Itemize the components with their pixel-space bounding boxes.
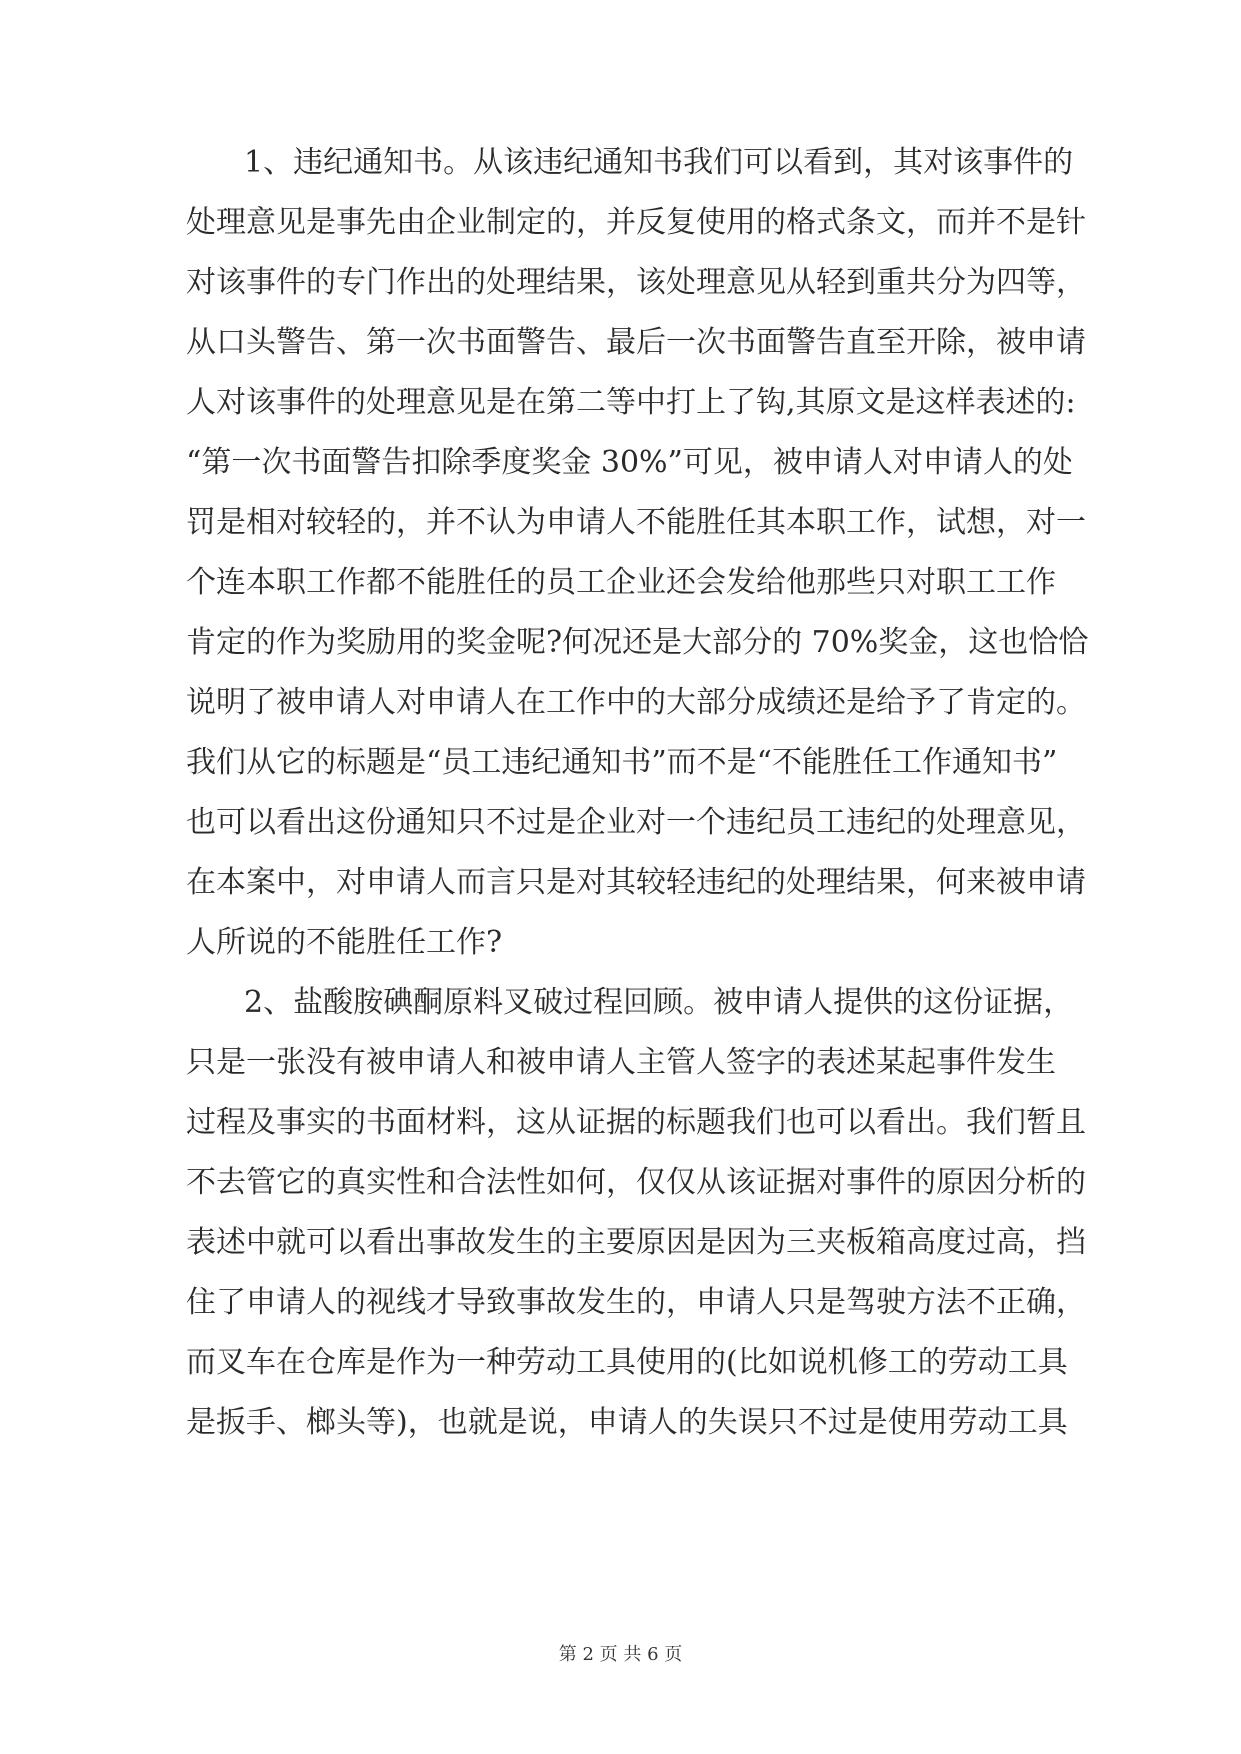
page-number-footer: 第 2 页 共 6 页 — [558, 1644, 683, 1665]
paragraph-1-line-1: 1、违纪通知书。从该违纪通知书我们可以看到，其对该事件的 — [244, 145, 1074, 180]
paragraph-1-line-6: “第一次书面警告扣除季度奖金 30%”可见，被申请人对申请人的处 — [186, 445, 1073, 480]
paragraph-1-line-8: 个连本职工作都不能胜任的员工企业还会发给他那些只对职工工作 — [186, 565, 1056, 600]
paragraph-1-line-7: 罚是相对较轻的，并不认为申请人不能胜任其本职工作，试想，对一 — [186, 505, 1086, 540]
paragraph-1-line-10: 说明了被申请人对申请人在工作中的大部分成绩还是给予了肯定的。 — [186, 685, 1086, 720]
paragraph-1-line-2: 处理意见是事先由企业制定的，并反复使用的格式条文，而并不是针 — [186, 205, 1086, 240]
paragraph-1-line-5: 人对该事件的处理意见是在第二等中打上了钩,其原文是这样表述的: — [186, 385, 1076, 420]
paragraph-1-line-3: 对该事件的专门作出的处理结果，该处理意见从轻到重共分为四等， — [186, 265, 1086, 300]
paragraph-1-line-12: 也可以看出这份通知只不过是企业对一个违纪员工违纪的处理意见， — [186, 805, 1086, 840]
paragraph-2-line-1: 2、盐酸胺碘酮原料叉破过程回顾。被申请人提供的这份证据， — [244, 985, 1074, 1020]
paragraph-2-line-6: 住了申请人的视线才导致事故发生的，申请人只是驾驶方法不正确， — [186, 1285, 1086, 1320]
paragraph-1-line-14: 人所说的不能胜任工作? — [186, 925, 503, 960]
paragraph-2-line-2: 只是一张没有被申请人和被申请人主管人签字的表述某起事件发生 — [186, 1045, 1056, 1080]
paragraph-1-line-13: 在本案中，对申请人而言只是对其较轻违纪的处理结果，何来被申请 — [186, 865, 1086, 900]
paragraph-2-line-4: 不去管它的真实性和合法性如何，仅仅从该证据对事件的原因分析的 — [186, 1165, 1086, 1200]
paragraph-2-line-3: 过程及事实的书面材料，这从证据的标题我们也可以看出。我们暂且 — [186, 1105, 1086, 1140]
paragraph-2-line-7: 而叉车在仓库是作为一种劳动工具使用的(比如说机修工的劳动工具 — [186, 1345, 1068, 1380]
paragraph-1-line-11: 我们从它的标题是“员工违纪通知书”而不是“不能胜任工作通知书” — [186, 745, 1058, 780]
paragraph-2-line-8: 是扳手、榔头等)，也就是说，申请人的失误只不过是使用劳动工具 — [186, 1405, 1068, 1440]
paragraph-1-line-9: 肯定的作为奖励用的奖金呢?何况还是大部分的 70%奖金，这也恰恰 — [186, 625, 1089, 660]
paragraph-2-line-5: 表述中就可以看出事故发生的主要原因是因为三夹板箱高度过高，挡 — [186, 1225, 1086, 1260]
paragraph-1-line-4: 从口头警告、第一次书面警告、最后一次书面警告直至开除，被申请 — [186, 325, 1086, 360]
